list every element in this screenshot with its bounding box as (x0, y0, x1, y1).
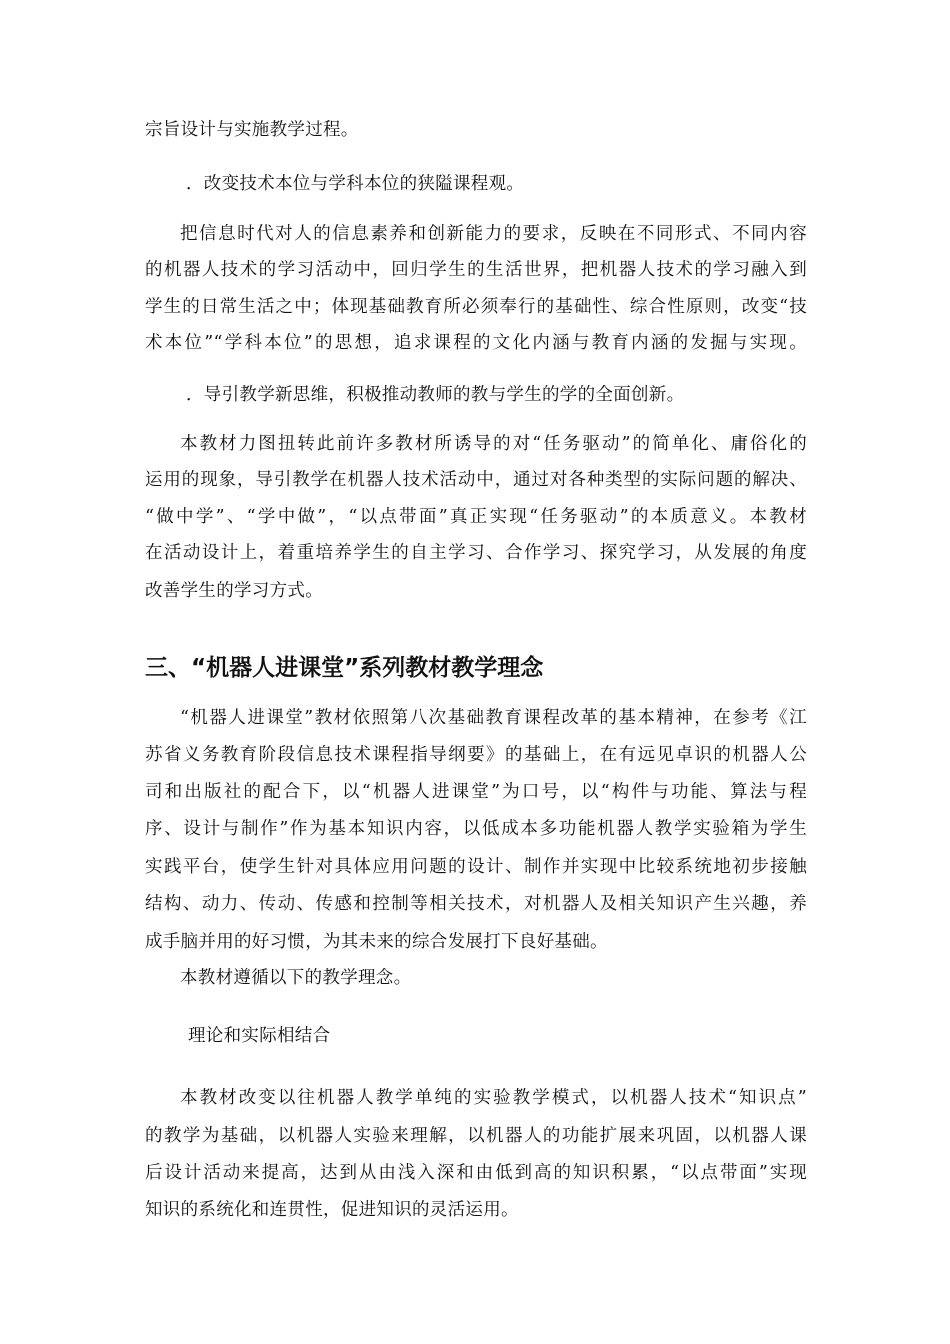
paragraph-line: 的机器人技术的学习活动中，回归学生的生活世界，把机器人技术的学习融入到 (145, 260, 807, 280)
paragraph-line: 后设计活动来提高，达到从由浅入深和由低到高的知识积累，“以点带面”实现 (145, 1163, 807, 1183)
paragraph-line: 在活动设计上，着重培养学生的自主学习、合作学习、探究学习，从发展的角度 (145, 543, 807, 563)
paragraph-line: 司和出版社的配合下，以“机器人进课堂”为口号，以“构件与功能、算法与程 (145, 782, 807, 802)
list-item-heading: ．导引教学新思维，积极推动教师的教与学生的学的全面创新。 (186, 385, 685, 405)
paragraph-line: “机器人进课堂”教材依照第八次基础教育课程改革的基本精神，在参考《江 (180, 708, 807, 728)
paragraph-line: 改善学生的学习方式。 (145, 581, 323, 601)
section-heading: 三、“机器人进课堂”系列教材教学理念 (145, 655, 544, 681)
paragraph-line: “做中学”、“学中做”，“以点带面”真正实现“任务驱动”的本质意义。本教材 (145, 507, 807, 527)
paragraph-line: 结构、动力、传动、传感和控制等相关技术，对机器人及相关知识产生兴趣，养 (145, 894, 807, 914)
paragraph-line: 成手脑并用的好习惯，为其未来的综合发展打下良好基础。 (145, 932, 608, 952)
paragraph-line: 的教学为基础，以机器人实验来理解，以机器人的功能扩展来巩固，以机器人课 (145, 1126, 807, 1146)
subsection-heading: 理论和实际相结合 (188, 1026, 331, 1046)
paragraph-line: 学生的日常生活之中；体现基础教育所必须奉行的基础性、综合性原则，改变“技 (145, 297, 807, 317)
paragraph-line: 本教材力图扭转此前许多教材所诱导的对“任务驱动”的简单化、庸俗化的 (180, 434, 807, 454)
paragraph-line: 本教材改变以往机器人教学单纯的实验教学模式，以机器人技术“知识点” (180, 1088, 807, 1108)
paragraph-line: 把信息时代对人的信息素养和创新能力的要求，反映在不同形式、不同内容 (180, 224, 807, 244)
paragraph-line: 苏省义务教育阶段信息技术课程指导纲要》的基础上，在有远见卓识的机器人公 (145, 745, 807, 765)
paragraph-line: 序、设计与制作”作为基本知识内容，以低成本多功能机器人教学实验箱为学生 (145, 819, 807, 839)
list-item-heading: ．改变技术本位与学科本位的狭隘课程观。 (186, 174, 525, 194)
paragraph-line: 知识的系统化和连贯性，促进知识的灵活运用。 (145, 1200, 519, 1220)
paragraph-line: 术本位”“学科本位”的思想，追求课程的文化内涵与教育内涵的发掘与实现。 (145, 333, 807, 353)
paragraph-line: 宗旨设计与实施教学过程。 (145, 120, 359, 140)
paragraph-line: 实践平台，使学生针对具体应用问题的设计、制作并实现中比较系统地初步接触 (145, 857, 807, 877)
paragraph-line: 本教材遵循以下的教学理念。 (180, 968, 412, 988)
paragraph-line: 运用的现象，导引教学在机器人技术活动中，通过对各种类型的实际问题的解决、 (145, 470, 807, 490)
